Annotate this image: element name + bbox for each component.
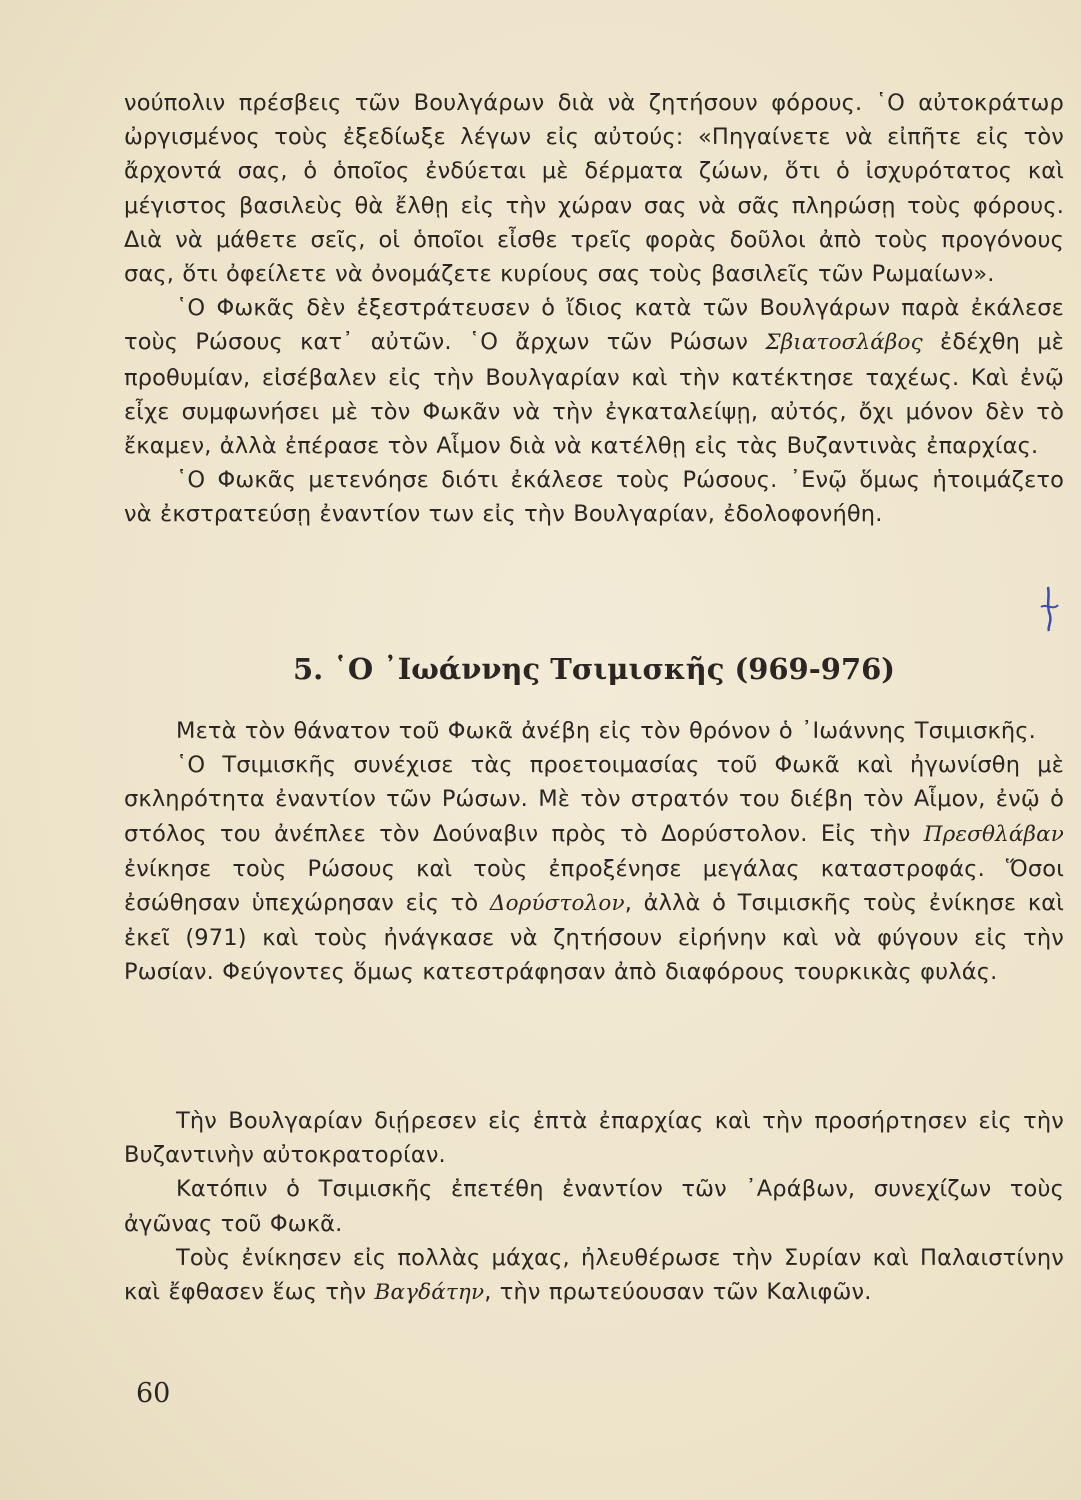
paragraph-5-part-c: , ἀλλὰ ὁ Τσιμισκῆς τοὺς ἐνίκησε καὶ ἐκεῖ (971) καὶ τοὺς ἠνάγκασε νὰ ζητήσουν εἰρήνην καὶ νὰ φύγουν εἰς τὴν Ρωσίαν. Φεύγοντες ὅμως κατεστράφησαν ἀπὸ διαφόρους τουρκικὰς φυλάς. (124, 890, 1064, 986)
section-1-text (124, 86, 1064, 532)
page-number: 60 (136, 1378, 171, 1409)
place-dorostolon: Δορύστολον (489, 891, 625, 917)
place-preslav: Πρεσθλάβαν (923, 821, 1064, 847)
paragraph-2-rest: ἐδέχθη μὲ προθυμίαν, εἰσέβαλεν εἰς τὴν Βουλγαρίαν καὶ τὴν κατέκτησε ταχέως. Καὶ ἐνῷ εἶχε συμφωνήσει μὲ τὸν Φωκᾶν νὰ τὴν ἐγκαταλείψῃ, αὐτός, ὄχι μόνον δὲν τὸ ἔκαμεν, ἀλλὰ ἐπέρασε τὸν Αἷμον διὰ νὰ κατέλθῃ εἰς τὰς Βυζαντινὰς ἐπαρχίας. (124, 329, 1064, 460)
paragraph-3: ῾Ο Φωκᾶς μετενόησε διότι ἐκάλεσε τοὺς Ρώσους. ᾽Ενῷ ὅμως ἡτοιμάζετο νὰ ἐκστρατεύσῃ ἐναντίον των εἰς τὴν Βουλγαρίαν, ἐδολοφονήθη. (124, 467, 1064, 528)
paragraph-2-lead: ῾Ο Φωκᾶς δὲν ἐξεστράτευσεν ὁ ἴδιος κατὰ τῶν Βουλγάρων παρὰ ἐκάλεσε τοὺς Ρώσους κατ᾽ αὐτῶν. ῾Ο ἄρχων τῶν Ρώσων (124, 295, 1064, 356)
paragraph-8-part-a: Τοὺς ἐνίκησεν εἰς πολλὰς μάχας, ἠλευθέρωσε τὴν Συρίαν καὶ Παλαιστίνην καὶ ἔφθασεν ἕως τὴν (124, 1244, 1064, 1306)
pen-mark-icon (1038, 585, 1060, 633)
paragraph-1: νούπολιν πρέσβεις τῶν Βουλγάρων διὰ νὰ ζητήσουν φόρους. ῾Ο αὐτοκράτωρ ὠργισμένος τοὺς ἐξεδίωξε λέγων εἰς αὐτούς: «Πηγαίνετε νὰ εἰπῆτε εἰς τὸν ἄρχοντά σας, ὁ ὁποῖος ἐνδύεται μὲ δέρματα ζώων, ὅτι ὁ ἰσχυρότατος καὶ μέγιστος βασιλεὺς θὰ ἔλθῃ εἰς τὴν χώραν σας νὰ σᾶς πληρώσῃ τοὺς φόρους. Διὰ νὰ μάθετε σεῖς, οἱ ὁποῖοι εἶσθε τρεῖς φορὰς δοῦλοι ἀπὸ τοὺς προγόνους σας, ὅτι ὀφείλετε νὰ ὀνομάζετε κυρίους σας τοὺς βασιλεῖς τῶν Ρωμαίων». (124, 90, 1064, 288)
paragraph-4: Μετὰ τὸν θάνατον τοῦ Φωκᾶ ἀνέβη εἰς τὸν θρόνον ὁ ᾽Ιωάννης Τσιμισκῆς. (176, 718, 1036, 744)
paragraph-7: Κατόπιν ὁ Τσιμισκῆς ἐπετέθη ἐναντίον τῶν ᾽Αράβων, συνεχίζων τοὺς ἀγῶνας τοῦ Φωκᾶ. (124, 1176, 1064, 1237)
paragraph-5-part-a: ῾Ο Τσιμισκῆς συνέχισε τὰς προετοιμασίας τοῦ Φωκᾶ καὶ ἠγωνίσθη μὲ σκληρότητα ἐναντίον τῶν Ρώσων. Μὲ τὸν στρατόν του διέβη τὸν Αἷμον, ἐνῷ ὁ στόλος του ἀνέπλεε τὸν Δούναβιν πρὸς τὸ Δορύστολον. Εἰς τὴν (124, 752, 1064, 847)
section-2-text (124, 714, 1064, 990)
section-3-text (124, 1104, 1064, 1310)
paragraph-2 (124, 291, 1064, 463)
name-sviatoslav: Σβιατοσλάβος (765, 330, 923, 356)
paragraph-8-part-b: , τὴν πρωτεύουσαν τῶν Καλιφῶν. (484, 1279, 872, 1306)
paragraph-6: Τὴν Βουλγαρίαν διῄρεσεν εἰς ἑπτὰ ἐπαρχίας καὶ τὴν προσήρτησεν εἰς τὴν Βυζαντινὴν αὐτοκρατορίαν. (124, 1108, 1064, 1169)
paragraph-5-part-b: ἐνίκησε τοὺς Ρώσους καὶ τοὺς ἐπροξένησε μεγάλας καταστροφάς. Ὅσοι ἐσώθησαν ὑπεχώρησαν εἰς τὸ (124, 855, 1064, 917)
place-baghdad: Βαγδάτην (374, 1280, 485, 1306)
section-heading: 5. ῾Ο ᾽Ιωάννης Τσιμισκῆς (969-976) (292, 652, 896, 686)
paragraph-5 (124, 748, 1064, 989)
paragraph-8 (124, 1241, 1064, 1310)
